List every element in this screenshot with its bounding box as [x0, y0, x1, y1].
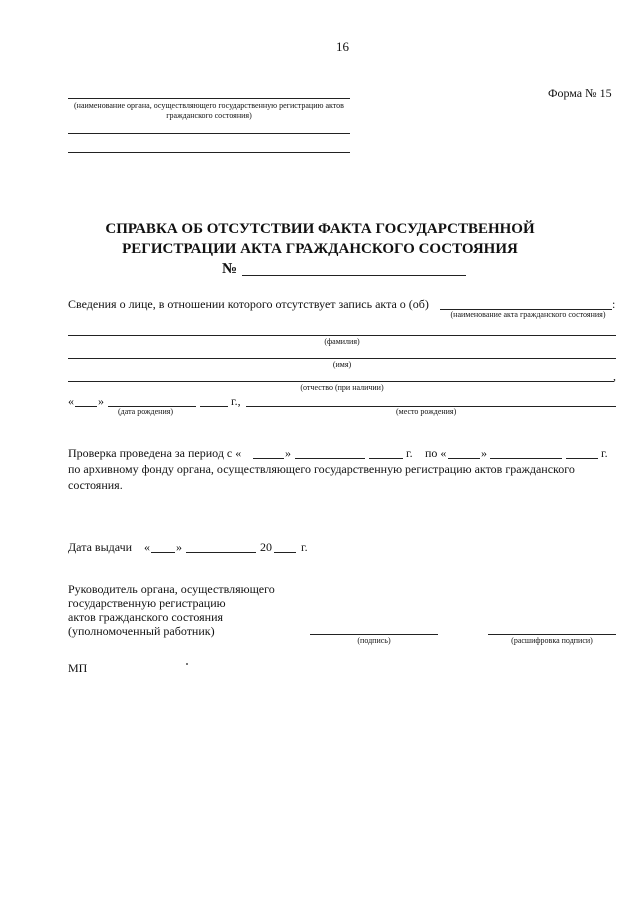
issue-day-field[interactable] — [151, 552, 175, 553]
surname-caption: (фамилия) — [324, 337, 360, 346]
head-line-4: (уполномоченный работник) — [68, 624, 215, 638]
patronymic-field[interactable] — [68, 381, 614, 382]
check-line-3: состояния. — [68, 478, 123, 492]
organ-name-line[interactable] — [68, 98, 350, 99]
check-from-close: » — [285, 446, 291, 460]
issue-year-suffix: г. — [301, 540, 308, 554]
birth-date-caption: (дата рождения) — [118, 407, 174, 416]
check-to-close: » — [481, 446, 487, 460]
head-line-3: актов гражданского состояния — [68, 610, 224, 624]
check-line-2: по архивному фонду органа, осуществляющего государственную регистрацию актов гражданского — [68, 462, 575, 476]
scan-speck — [186, 663, 188, 665]
page-number: 16 — [336, 39, 349, 54]
check-year2: г. — [601, 446, 608, 460]
check-from-month-field[interactable] — [295, 458, 365, 459]
issue-close: » — [176, 540, 182, 554]
organ-name-line-2[interactable] — [68, 133, 350, 134]
birth-day-field[interactable] — [75, 406, 97, 407]
birth-year-suffix: г., — [231, 394, 241, 408]
issue-year-field[interactable] — [274, 552, 296, 553]
person-intro: Сведения о лице, в отношении которого отсутствует запись акта о (об) — [68, 297, 429, 311]
check-period-prefix: Проверка проведена за период с « — [68, 446, 242, 460]
head-line-1: Руководитель органа, осуществляющего — [68, 582, 275, 596]
signature-field[interactable] — [310, 634, 438, 635]
issue-month-field[interactable] — [186, 552, 256, 553]
check-year1: г. — [406, 446, 413, 460]
intro-colon: : — [612, 297, 616, 311]
surname-field[interactable] — [68, 335, 616, 336]
name-field[interactable] — [68, 358, 616, 359]
title-line-1: СПРАВКА ОБ ОТСУТСТВИИ ФАКТА ГОСУДАРСТВЕННОЙ — [105, 221, 535, 237]
birth-place-caption: (место рождения) — [396, 407, 457, 416]
birth-day-close: » — [98, 394, 104, 408]
title-line-2: РЕГИСТРАЦИИ АКТА ГРАЖДАНСКОГО СОСТОЯНИЯ — [122, 241, 518, 257]
head-line-2: государственную регистрацию — [68, 596, 226, 610]
signature-decode-field[interactable] — [488, 634, 616, 635]
check-to-year-field[interactable] — [566, 458, 598, 459]
birth-year-field[interactable] — [200, 406, 228, 407]
certificate-number-field[interactable] — [242, 275, 466, 276]
number-sign: № — [222, 261, 238, 277]
check-from-day-field[interactable] — [253, 458, 284, 459]
stamp-place: МП — [68, 661, 88, 675]
check-to-day-field[interactable] — [448, 458, 480, 459]
form-number: Форма № 15 — [548, 86, 612, 100]
organ-caption: (наименование органа, осуществляющего государственную регистрацию актов гражданского состояния) — [74, 101, 344, 120]
check-from-year-field[interactable] — [369, 458, 403, 459]
organ-name-line-3[interactable] — [68, 152, 350, 153]
check-to-month-field[interactable] — [490, 458, 562, 459]
patronymic-caption: (отчество (при наличии) — [300, 383, 384, 392]
signature-caption: (подпись) — [357, 636, 391, 645]
check-to-word: по « — [425, 446, 447, 460]
issue-century: 20 — [260, 540, 272, 554]
birth-day-open: « — [68, 394, 74, 408]
act-caption: (наименование акта гражданского состояния) — [450, 310, 606, 319]
patronymic-comma: , — [613, 369, 616, 383]
issue-open: « — [144, 540, 150, 554]
signature-decode-caption: (расшифровка подписи) — [511, 636, 593, 645]
issue-label: Дата выдачи — [68, 540, 133, 554]
name-caption: (имя) — [332, 360, 352, 369]
